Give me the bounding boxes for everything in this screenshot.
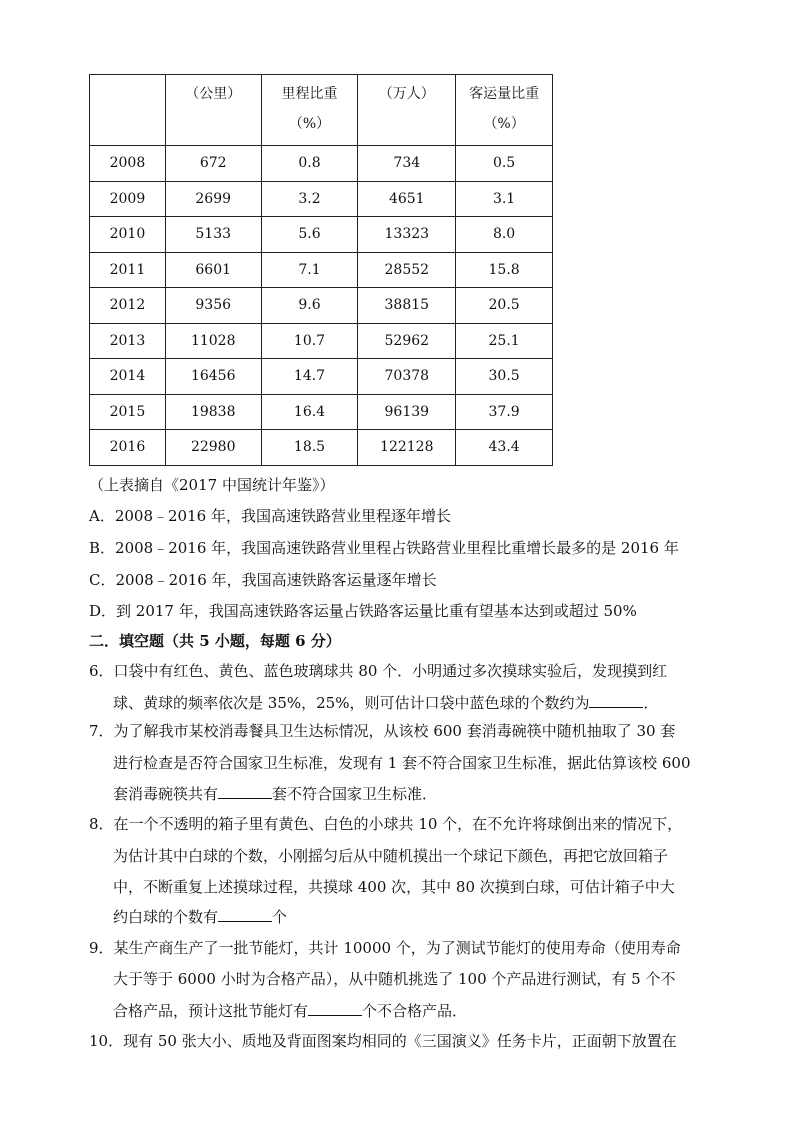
- table-cell-passenger-ratio: 25.1: [456, 323, 553, 359]
- table-cell-year: 2016: [90, 430, 166, 466]
- table-cell-passengers: 52962: [358, 323, 456, 359]
- table-cell-year: 2015: [90, 394, 166, 430]
- statistics-table: [89, 74, 553, 466]
- table-cell-passenger-ratio: 37.9: [456, 394, 553, 430]
- question-8-line-3: 中，不断重复上述摸球过程，共摸球 400 次，其中 80 次摸到白球，可估计箱子中大: [113, 878, 675, 896]
- table-cell-passengers: 96139: [358, 394, 456, 430]
- table-cell-passengers: 70378: [358, 359, 456, 395]
- table-cell-passengers: 13323: [358, 217, 456, 253]
- table-cell-passenger-ratio: 0.5: [456, 146, 553, 182]
- table-cell-mileage-ratio: 5.6: [261, 217, 358, 253]
- table-cell-mileage-ratio: 18.5: [261, 430, 358, 466]
- table-cell-mileage: 19838: [165, 394, 261, 430]
- table-cell-passenger-ratio: 43.4: [456, 430, 553, 466]
- table-cell-mileage: 2699: [165, 181, 261, 217]
- option-c: C．2008﹣2016 年，我国高速铁路客运量逐年增长: [89, 571, 437, 589]
- question-6-line-2: [113, 692, 658, 713]
- table-row: [90, 359, 553, 395]
- table-cell-mileage-ratio: 3.2: [261, 181, 358, 217]
- question-8-line-4: [113, 906, 287, 927]
- table-row: [90, 252, 553, 288]
- question-8-line-1: 8．在一个不透明的箱子里有黄色、白色的小球共 10 个，在不允许将球倒出来的情况下，: [89, 815, 683, 833]
- table-cell-passenger-ratio: 3.1: [456, 181, 553, 217]
- question-9-line-1: 9．某生产商生产了一批节能灯，共计 10000 个，为了测试节能灯的使用寿命（使用寿命: [89, 939, 681, 957]
- table-cell-mileage: 5133: [165, 217, 261, 253]
- answer-blank: [218, 784, 272, 799]
- header-cell-passenger-ratio: 客运量比重 （%）: [456, 75, 553, 146]
- table-cell-mileage: 672: [165, 146, 261, 182]
- table-cell-passenger-ratio: 15.8: [456, 252, 553, 288]
- table-cell-mileage-ratio: 0.8: [261, 146, 358, 182]
- answer-blank: [589, 693, 643, 708]
- question-9-line-2: 大于等于 6000 小时为合格产品），从中随机挑选了 100 个产品进行测试，有 5 个不: [113, 970, 676, 988]
- table-row: [90, 217, 553, 253]
- answer-blank: [218, 907, 272, 922]
- table-cell-mileage-ratio: 16.4: [261, 394, 358, 430]
- table-cell-mileage: 22980: [165, 430, 261, 466]
- option-b: B．2008﹣2016 年，我国高速铁路营业里程占铁路营业里程比重增长最多的是 2016 年: [89, 539, 679, 557]
- header-cell-mileage: （公里）: [165, 75, 261, 146]
- option-a: A．2008﹣2016 年，我国高速铁路营业里程逐年增长: [89, 507, 451, 525]
- table-cell-passengers: 122128: [358, 430, 456, 466]
- table-cell-passengers: 4651: [358, 181, 456, 217]
- table-cell-year: 2008: [90, 146, 166, 182]
- question-7-line-1: 7．为了解我市某校消毒餐具卫生达标情况，从该校 600 套消毒碗筷中随机抽取了 30 套: [89, 722, 676, 740]
- table-cell-year: 2012: [90, 288, 166, 324]
- question-7-line-2: 进行检查是否符合国家卫生标准，发现有 1 套不符合国家卫生标准，据此估算该校 600: [113, 754, 691, 772]
- q7-end: 套不符合国家卫生标准．: [272, 785, 438, 803]
- table-cell-mileage: 16456: [165, 359, 261, 395]
- table-cell-passengers: 734: [358, 146, 456, 182]
- table-cell-year: 2010: [90, 217, 166, 253]
- header-cell-mileage-ratio: 里程比重 （%）: [261, 75, 358, 146]
- table-source-note: （上表摘自《2017 中国统计年鉴》）: [89, 476, 335, 494]
- q9-text: 合格产品，预计这批节能灯有: [113, 1002, 309, 1020]
- question-9-line-3: [113, 1000, 467, 1021]
- question-7-line-3: [113, 783, 437, 804]
- section-heading: 二．填空题（共 5 小题，每题 6 分）: [89, 632, 341, 650]
- table-row: [90, 323, 553, 359]
- table-cell-passenger-ratio: 8.0: [456, 217, 553, 253]
- table-cell-passengers: 38815: [358, 288, 456, 324]
- question-8-line-2: 为估计其中白球的个数，小刚摇匀后从中随机摸出一个球记下颜色，再把它放回箱子: [113, 847, 669, 865]
- table-cell-mileage: 9356: [165, 288, 261, 324]
- question-10-line-1: 10．现有 50 张大小、质地及背面图案均相同的《三国演义》任务卡片，正面朝下放置在: [89, 1032, 677, 1050]
- table-cell-mileage-ratio: 14.7: [261, 359, 358, 395]
- table-row: [90, 430, 553, 466]
- table-cell-year: 2013: [90, 323, 166, 359]
- table-cell-year: 2009: [90, 181, 166, 217]
- answer-blank: [308, 1001, 362, 1016]
- table-cell-passengers: 28552: [358, 252, 456, 288]
- table-cell-mileage-ratio: 7.1: [261, 252, 358, 288]
- table-cell-mileage: 11028: [165, 323, 261, 359]
- table-header-row: [90, 75, 553, 146]
- header-cell-year: [90, 75, 166, 146]
- header-cell-passengers: （万人）: [358, 75, 456, 146]
- q8-text: 约白球的个数有: [113, 908, 219, 926]
- q7-text: 套消毒碗筷共有: [113, 785, 219, 803]
- table-cell-mileage: 6601: [165, 252, 261, 288]
- table-cell-year: 2011: [90, 252, 166, 288]
- table-row: [90, 394, 553, 430]
- table-cell-year: 2014: [90, 359, 166, 395]
- table-cell-passenger-ratio: 30.5: [456, 359, 553, 395]
- table-row: [90, 288, 553, 324]
- option-d: D．到 2017 年，我国高速铁路客运量占铁路客运量比重有望基本达到或超过 50%: [89, 602, 637, 620]
- q8-end: 个: [272, 908, 288, 926]
- q9-end: 个不合格产品．: [362, 1002, 468, 1020]
- table-cell-mileage-ratio: 10.7: [261, 323, 358, 359]
- question-6-line-1: 6．口袋中有红色、黄色、蓝色玻璃球共 80 个．小明通过多次摸球实验后，发现摸到红: [89, 662, 668, 680]
- table-row: [90, 146, 553, 182]
- table-cell-mileage-ratio: 9.6: [261, 288, 358, 324]
- q6-text: 球、黄球的频率依次是 35%，25%，则可估计口袋中蓝色球的个数约为: [113, 694, 590, 712]
- table-row: [90, 181, 553, 217]
- table-cell-passenger-ratio: 20.5: [456, 288, 553, 324]
- q6-end: ．: [643, 694, 659, 712]
